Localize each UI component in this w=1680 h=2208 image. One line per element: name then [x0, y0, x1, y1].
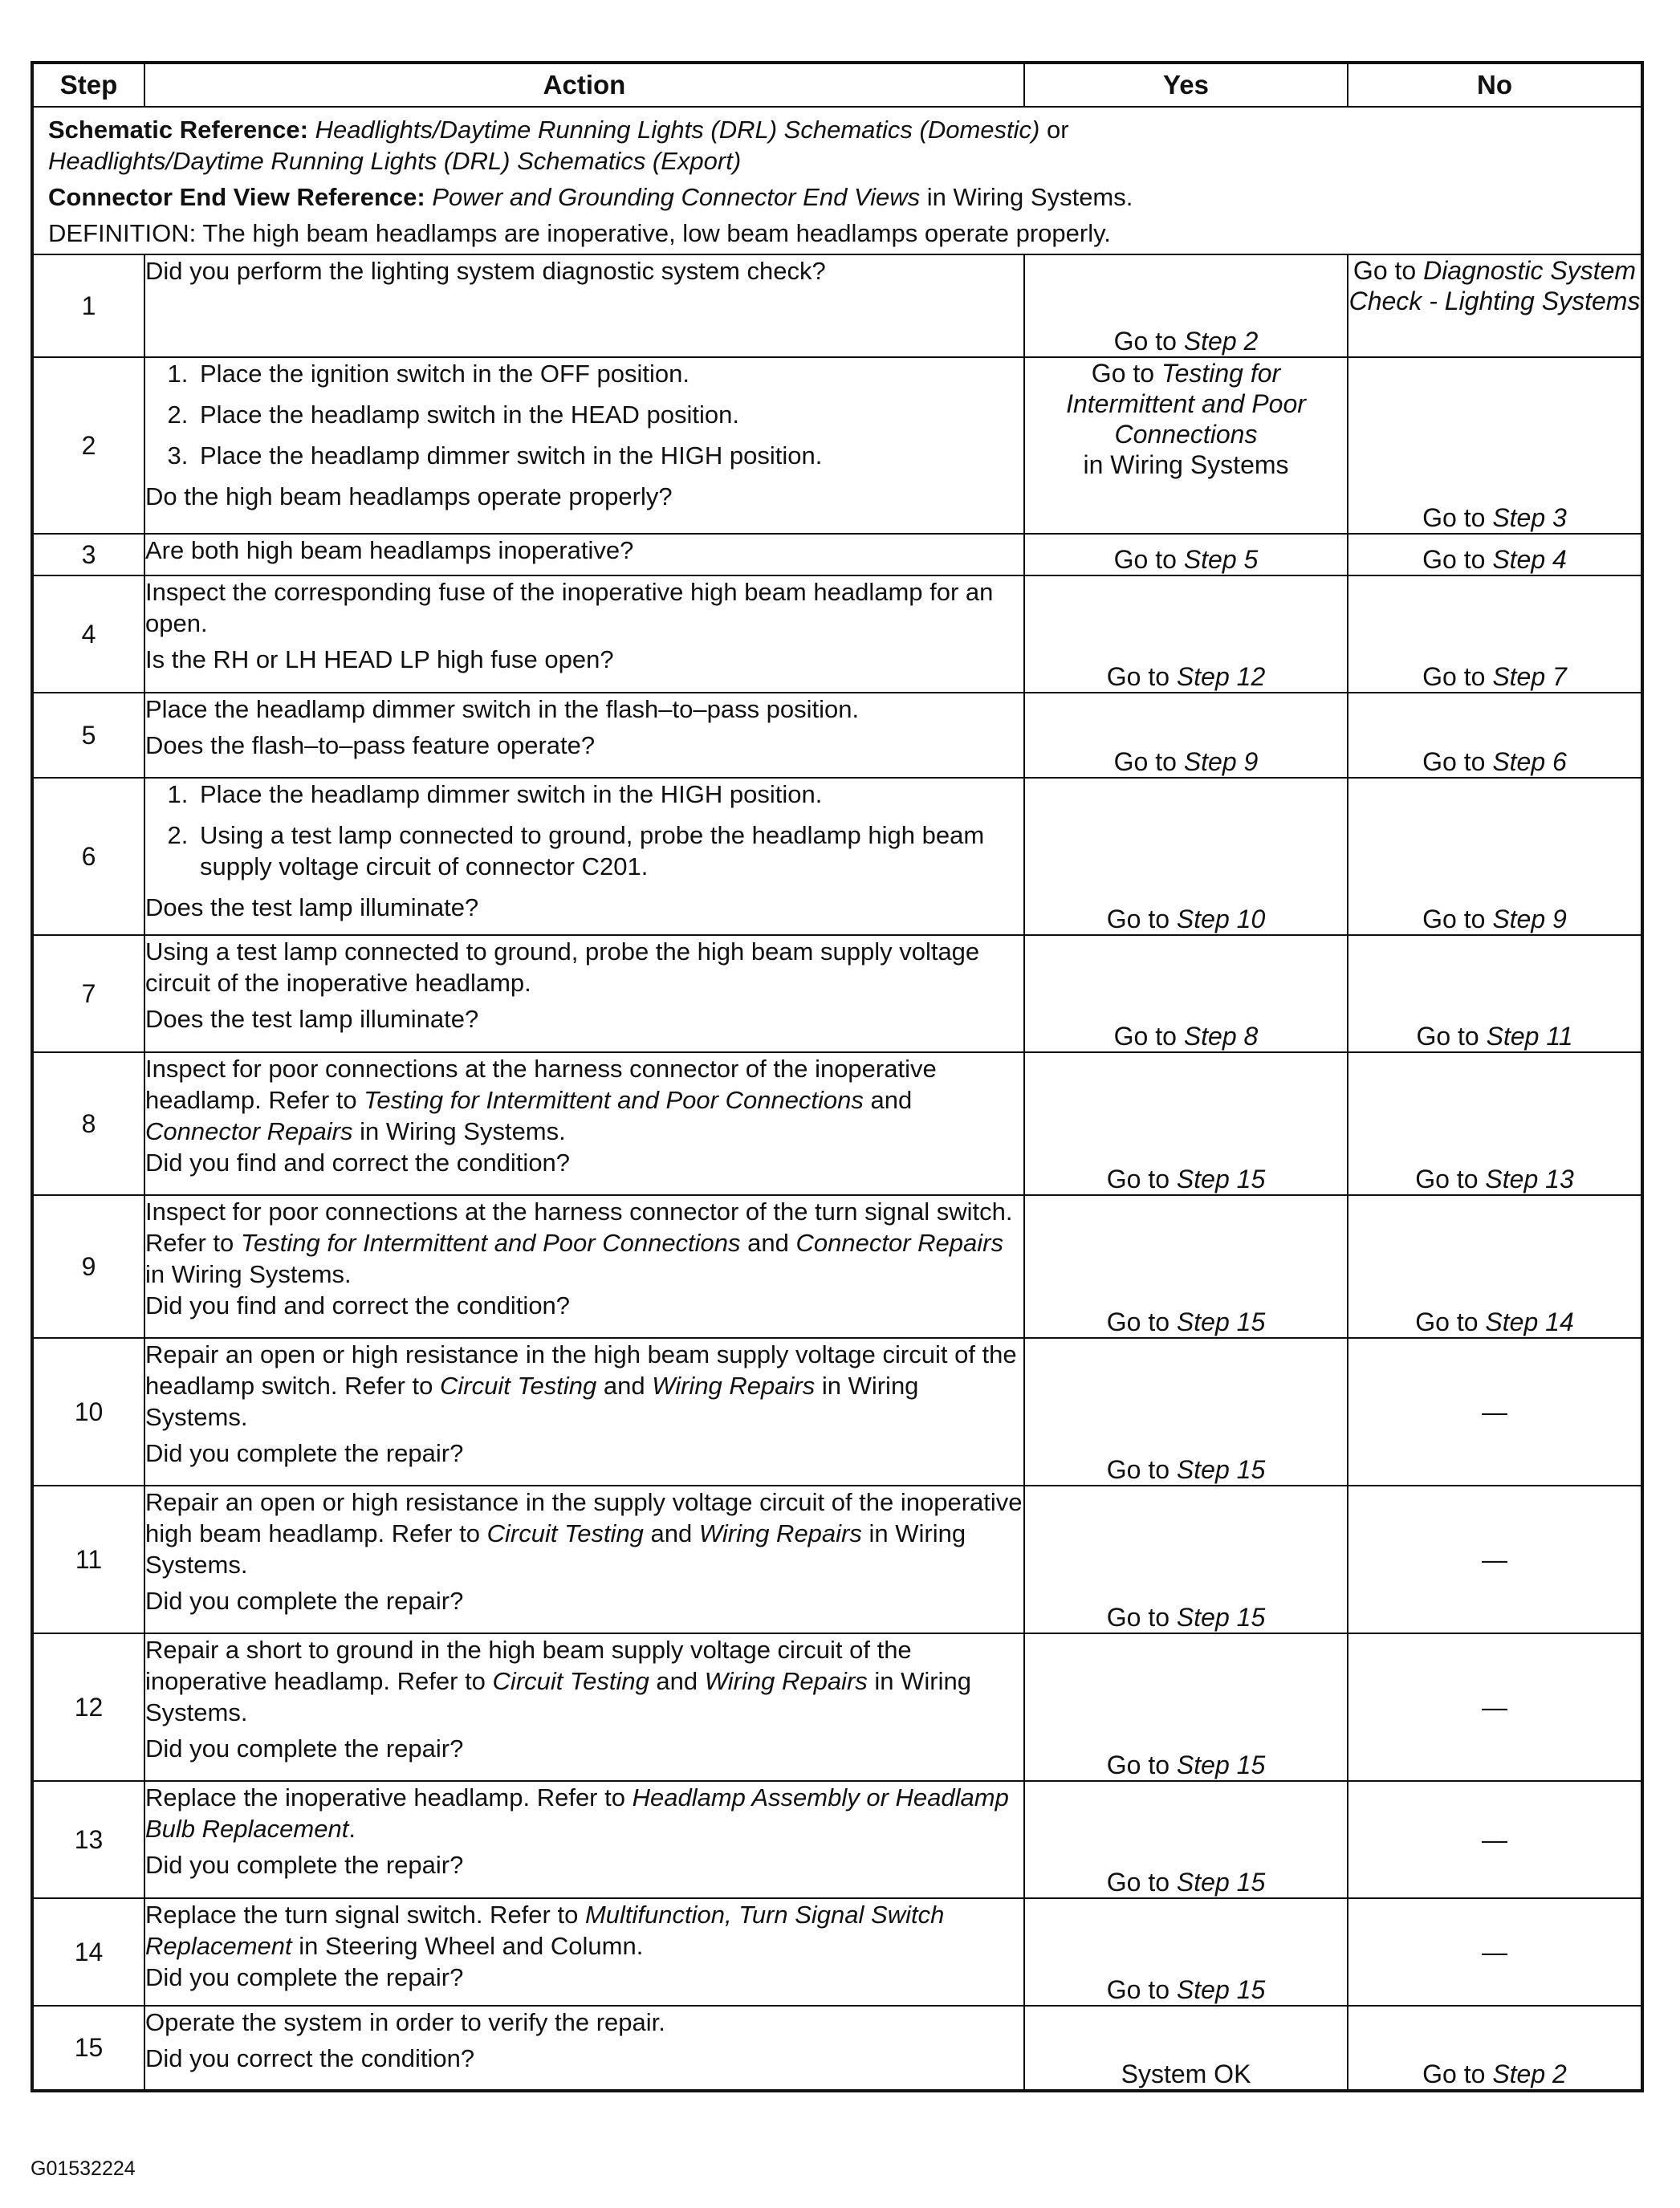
yes-suffix: in Wiring Systems: [1083, 450, 1289, 479]
action-ref: Multifunction, Turn Signal Switch Replacement: [145, 1901, 945, 1960]
action-text: [145, 1782, 1023, 1844]
yes-prefix: Go to: [1113, 747, 1184, 776]
step-number: 15: [32, 2006, 144, 2091]
yes-cell: [1024, 254, 1348, 357]
yes-ref: Step 15: [1176, 1603, 1266, 1632]
yes-prefix: Go to: [1091, 359, 1161, 388]
connector-reference: [48, 181, 1626, 213]
action-list: [145, 358, 1023, 471]
yes-ref: Testing for Intermittent and Poor Connections: [1066, 359, 1306, 449]
table-row: [32, 254, 1642, 357]
action-text: Inspect the corresponding fuse of the inoperative high beam headlamp for an open.: [145, 578, 994, 637]
action-question: Did you correct the condition?: [145, 2044, 475, 2072]
action-cell: [144, 1338, 1024, 1486]
action-text-part: and: [863, 1086, 913, 1114]
action-cell: [144, 2006, 1024, 2091]
yes-ref: Step 15: [1176, 1165, 1266, 1193]
no-prefix: Go to: [1422, 662, 1493, 691]
step-number: 6: [32, 778, 144, 935]
step-number: 11: [32, 1486, 144, 1633]
action-question: Did you complete the repair?: [145, 1963, 464, 1991]
action-ref: Testing for Intermittent and Poor Connections: [364, 1086, 864, 1114]
action-item: 2. Using a test lamp connected to ground, probe the headlamp high beam supply voltage circuit of connector C201.: [195, 819, 1023, 882]
action-question: Are both high beam headlamps inoperative?: [145, 536, 634, 564]
action-cell: [144, 357, 1024, 534]
action-text-part: Replace the inoperative headlamp. Refer to: [145, 1783, 633, 1812]
table-row: [32, 2006, 1642, 2091]
yes-prefix: Go to: [1106, 1165, 1177, 1193]
connector-link: Power and Grounding Connector End Views: [432, 183, 921, 211]
no-prefix: Go to: [1416, 1022, 1487, 1051]
action-text-part: and: [740, 1229, 796, 1257]
yes-cell: [1024, 693, 1348, 778]
yes-ref: Step 15: [1176, 1307, 1266, 1336]
no-cell: [1348, 1052, 1642, 1195]
action-question: Is the RH or LH HEAD LP high fuse open?: [145, 645, 614, 673]
action-cell: [144, 254, 1024, 357]
table-row: [32, 1633, 1642, 1781]
table-row: [32, 1486, 1642, 1633]
table-row: [32, 1781, 1642, 1898]
action-text: [145, 1053, 1023, 1147]
diagnostic-table-container: [31, 61, 1641, 2092]
yes-prefix: Go to: [1106, 1868, 1177, 1897]
no-prefix: Go to: [1415, 1307, 1486, 1336]
no-ref: Step 13: [1485, 1165, 1574, 1193]
action-question: Did you complete the repair?: [145, 1439, 464, 1467]
action-text-part: in Wiring Systems.: [145, 1260, 352, 1288]
action-cell: [144, 1052, 1024, 1195]
no-ref: Diagnostic System Check - Lighting Systems: [1348, 256, 1641, 315]
no-cell: [1348, 1195, 1642, 1338]
yes-ref: Step 2: [1183, 327, 1259, 356]
no-cell: —: [1348, 1781, 1642, 1898]
action-question: Did you complete the repair?: [145, 1851, 464, 1879]
action-text: [145, 1339, 1023, 1433]
action-text-part: .: [348, 1815, 356, 1843]
step-number: 7: [32, 935, 144, 1052]
action-question: Do the high beam headlamps operate properly?: [145, 482, 673, 510]
yes-prefix: Go to: [1113, 327, 1184, 356]
action-text-part: in Wiring Systems.: [145, 1372, 919, 1431]
action-item: 3. Place the headlamp dimmer switch in the HIGH position.: [195, 440, 1023, 471]
step-number: 8: [32, 1052, 144, 1195]
yes-prefix: Go to: [1113, 545, 1184, 574]
action-item: 2. Place the headlamp switch in the HEAD position.: [195, 399, 1023, 430]
schematic-link-export: Headlights/Daytime Running Lights (DRL) Schematics (Export): [48, 147, 742, 175]
action-text-part: and: [643, 1519, 699, 1547]
action-question: Did you find and correct the condition?: [145, 1149, 571, 1177]
yes-cell: [1024, 1338, 1348, 1486]
action-cell: [144, 778, 1024, 935]
action-ref: Circuit Testing: [492, 1667, 649, 1695]
no-prefix: Go to: [1353, 256, 1424, 285]
yes-prefix: Go to: [1106, 1603, 1177, 1632]
header-no: No: [1348, 63, 1642, 107]
yes-prefix: Go to: [1106, 1307, 1177, 1336]
step-number: 5: [32, 693, 144, 778]
step-number: 13: [32, 1781, 144, 1898]
action-text-part: in Wiring Systems.: [145, 1667, 971, 1726]
action-question: Does the flash–to–pass feature operate?: [145, 731, 596, 759]
yes-ref: Step 15: [1176, 1455, 1266, 1484]
action-text: [145, 1486, 1023, 1580]
table-row: [32, 935, 1642, 1052]
yes-cell: [1024, 935, 1348, 1052]
no-cell: —: [1348, 1898, 1642, 2006]
action-item: 1. Place the ignition switch in the OFF position.: [195, 358, 1023, 389]
yes-cell: [1024, 1486, 1348, 1633]
action-cell: [144, 534, 1024, 575]
action-text: [145, 1196, 1023, 1290]
action-question: Did you complete the repair?: [145, 1734, 464, 1763]
action-text-part: and: [596, 1372, 653, 1400]
action-cell: [144, 1486, 1024, 1633]
connector-label: Connector End View Reference:: [48, 183, 425, 211]
header-yes: Yes: [1024, 63, 1348, 107]
action-ref: Headlamp Assembly or Headlamp Bulb Replacement: [145, 1783, 1009, 1843]
schematic-or: or: [1039, 116, 1069, 144]
yes-cell: [1024, 1781, 1348, 1898]
action-question: Does the test lamp illuminate?: [145, 1005, 479, 1033]
action-cell: [144, 1633, 1024, 1781]
action-text: [145, 1634, 1023, 1728]
no-cell: [1348, 534, 1642, 575]
definition: DEFINITION: The high beam headlamps are inoperative, low beam headlamps operate properly.: [48, 219, 1111, 247]
table-row: [32, 1898, 1642, 2006]
yes-prefix: Go to: [1106, 662, 1177, 691]
no-prefix: Go to: [1422, 503, 1493, 532]
action-text-part: Inspect for poor connections at the harness connector of the inoperative headlamp. Refer to: [145, 1055, 937, 1114]
step-number: 9: [32, 1195, 144, 1338]
intro-row: [32, 107, 1642, 254]
action-text: Operate the system in order to verify the repair.: [145, 2008, 665, 2036]
schematic-label: Schematic Reference:: [48, 116, 308, 144]
table-row: [32, 575, 1642, 693]
header-action: Action: [144, 63, 1024, 107]
table-row: [32, 534, 1642, 575]
action-cell: [144, 1195, 1024, 1338]
yes-prefix: Go to: [1106, 1455, 1177, 1484]
no-cell: [1348, 935, 1642, 1052]
action-cell: [144, 1898, 1024, 2006]
header-step: Step: [32, 63, 144, 107]
action-text-part: and: [649, 1667, 705, 1695]
diagnostic-table: [31, 61, 1644, 2092]
yes-ref: Step 12: [1176, 662, 1266, 691]
step-number: 1: [32, 254, 144, 357]
yes-prefix: Go to: [1113, 1022, 1184, 1051]
no-prefix: Go to: [1415, 1165, 1486, 1193]
no-ref: Step 7: [1492, 662, 1567, 691]
action-cell: [144, 693, 1024, 778]
action-text-part: Replace the turn signal switch. Refer to: [145, 1901, 585, 1929]
yes-cell: [1024, 357, 1348, 534]
no-cell: [1348, 357, 1642, 534]
step-number: 2: [32, 357, 144, 534]
yes-cell: [1024, 778, 1348, 935]
table-row: [32, 1052, 1642, 1195]
table-row: [32, 1338, 1642, 1486]
yes-prefix: Go to: [1106, 1751, 1177, 1779]
action-question: Did you find and correct the condition?: [145, 1291, 571, 1320]
action-question: Did you complete the repair?: [145, 1587, 464, 1615]
yes-ref: Step 5: [1183, 545, 1259, 574]
action-text: Using a test lamp connected to ground, probe the high beam supply voltage circuit of the inoperative headlamp.: [145, 937, 980, 997]
yes-ref: Step 15: [1176, 1751, 1266, 1779]
yes-ref: Step 8: [1183, 1022, 1259, 1051]
yes-cell: [1024, 1633, 1348, 1781]
yes-prefix: Go to: [1106, 1975, 1177, 2004]
header-row: [32, 63, 1642, 107]
action-text-part: Inspect for poor connections at the harness connector of the turn signal switch. Refer to: [145, 1198, 1013, 1257]
action-ref: Wiring Repairs: [698, 1519, 862, 1547]
table-row: [32, 778, 1642, 935]
action-text-part: Repair a short to ground in the high beam supply voltage circuit of the inoperative headlamp. Refer to: [145, 1636, 912, 1695]
no-cell: [1348, 778, 1642, 935]
no-cell: [1348, 2006, 1642, 2091]
action-ref: Testing for Intermittent and Poor Connections: [240, 1229, 741, 1257]
no-ref: Step 11: [1486, 1022, 1573, 1051]
yes-cell: [1024, 534, 1348, 575]
step-number: 4: [32, 575, 144, 693]
table-row: [32, 1195, 1642, 1338]
intro-cell: [32, 107, 1642, 254]
no-cell: [1348, 693, 1642, 778]
action-ref: Wiring Repairs: [704, 1667, 868, 1695]
yes-ref: Step 9: [1183, 747, 1259, 776]
no-cell: —: [1348, 1338, 1642, 1486]
no-prefix: Go to: [1422, 747, 1493, 776]
action-text-part: in Steering Wheel and Column.: [291, 1932, 644, 1960]
no-prefix: Go to: [1422, 545, 1493, 574]
connector-suffix: in Wiring Systems.: [920, 183, 1133, 211]
action-ref: Circuit Testing: [440, 1372, 597, 1400]
yes-ref: Step 15: [1176, 1868, 1266, 1897]
action-text-part: Repair an open or high resistance in the high beam supply voltage circuit of the headlamp switch. Refer to: [145, 1340, 1017, 1400]
action-text-part: in Wiring Systems.: [352, 1117, 566, 1145]
step-number: 14: [32, 1898, 144, 2006]
no-cell: [1348, 254, 1642, 357]
table-row: [32, 357, 1642, 534]
no-cell: —: [1348, 1633, 1642, 1781]
figure-code: G01532224: [31, 2157, 136, 2180]
yes-cell: System OK: [1024, 2006, 1348, 2091]
action-question: Does the test lamp illuminate?: [145, 893, 479, 921]
no-ref: Step 6: [1492, 747, 1567, 776]
action-list: [145, 779, 1023, 882]
no-cell: [1348, 575, 1642, 693]
no-ref: Step 9: [1492, 905, 1567, 933]
no-ref: Step 14: [1485, 1307, 1574, 1336]
no-prefix: Go to: [1422, 2060, 1493, 2088]
action-text-part: in Wiring Systems.: [145, 1519, 966, 1579]
no-ref: Step 3: [1492, 503, 1567, 532]
step-number: 3: [32, 534, 144, 575]
action-ref: Wiring Repairs: [652, 1372, 816, 1400]
step-number: 10: [32, 1338, 144, 1486]
action-ref: Connector Repairs: [145, 1117, 353, 1145]
yes-cell: [1024, 575, 1348, 693]
no-ref: Step 4: [1492, 545, 1567, 574]
yes-cell: [1024, 1052, 1348, 1195]
action-ref: Connector Repairs: [795, 1229, 1003, 1257]
action-cell: [144, 1781, 1024, 1898]
schematic-link-domestic: Headlights/Daytime Running Lights (DRL) Schematics (Domestic): [315, 116, 1040, 144]
yes-ref: Step 15: [1176, 1975, 1266, 2004]
yes-ref: Step 10: [1176, 905, 1266, 933]
action-item: 1. Place the headlamp dimmer switch in the HIGH position.: [195, 779, 1023, 810]
yes-cell: [1024, 1898, 1348, 2006]
action-text: [145, 1899, 1023, 1962]
step-number: 12: [32, 1633, 144, 1781]
no-ref: Step 2: [1492, 2060, 1567, 2088]
action-text: Place the headlamp dimmer switch in the flash–to–pass position.: [145, 695, 860, 723]
no-prefix: Go to: [1422, 905, 1493, 933]
action-question: Did you perform the lighting system diagnostic system check?: [145, 257, 826, 285]
table-row: [32, 693, 1642, 778]
action-ref: Circuit Testing: [486, 1519, 644, 1547]
yes-prefix: Go to: [1106, 905, 1177, 933]
action-cell: [144, 575, 1024, 693]
yes-cell: [1024, 1195, 1348, 1338]
action-cell: [144, 935, 1024, 1052]
no-cell: —: [1348, 1486, 1642, 1633]
schematic-reference: [48, 114, 1626, 177]
action-text-part: Repair an open or high resistance in the supply voltage circuit of the inoperative high beam headlamp. Refer to: [145, 1488, 1023, 1547]
